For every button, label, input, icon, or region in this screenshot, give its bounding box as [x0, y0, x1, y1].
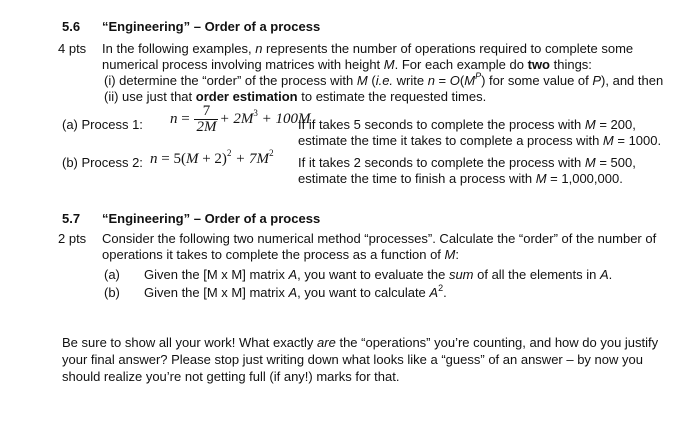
problem-5-7-b-label: (b) — [104, 285, 120, 300]
process-1-label: (a) Process 1: — [62, 117, 143, 132]
problem-5-7-number: 5.7 — [62, 211, 81, 226]
problem-5-6-intro-line1: In the following examples, n represents the number of operations required to complete some — [102, 41, 634, 56]
problem-5-7-line1: Consider the following two numerical method “processes”. Calculate the “order” of the number of — [102, 231, 657, 246]
problem-5-6-points: 4 pts — [58, 41, 87, 56]
problem-5-7-title: “Engineering” – Order of a process — [102, 211, 321, 226]
problem-5-7-points: 2 pts — [58, 231, 87, 246]
process-2-description-line2: estimate the time to finish a process with M = 1,000,000. — [298, 171, 623, 186]
problem-5-7-b-text: Given the [M x M] matrix A, you want to calculate $A^2$. — [144, 282, 447, 300]
process-2-description-line1: If it takes 2 seconds to complete the process with M = 500, — [298, 155, 636, 170]
problem-5-6-intro-line2: numerical process involving matrices with height M. For each example do two things: — [102, 57, 592, 72]
problem-5-7-a-label: (a) — [104, 267, 120, 282]
problem-5-6-item-i: (i) determine the “order” of the process with M (i.e. write $n = O(M^P)$ for some value of P), and then — [104, 70, 664, 88]
footer-line2: your final answer? Please stop just writing down what looks like a “guess” of an answer – by now you — [62, 352, 643, 367]
footer-line3: should realize you’re not getting full (if any!) marks for that. — [62, 369, 400, 384]
problem-5-6-number: 5.6 — [62, 19, 81, 34]
process-1-equation: n = $\frac{7}{2M}$ + $2M^3 + 100M$ — [170, 103, 311, 135]
process-2-equation: $n = 5(M + 2)^2 + 7M^2$ — [150, 148, 274, 167]
problem-5-7-line2: operations it takes to complete the process as a function of M: — [102, 247, 459, 262]
footer-line1: Be sure to show all your work! What exactly are the “operations” you’re counting, and how do you justify — [62, 335, 659, 350]
problem-5-7-a-text: Given the [M x M] matrix A, you want to evaluate the sum of all the elements in A. — [144, 267, 613, 282]
process-1-description-line2: estimate the time it takes to complete a process with M = 1000. — [298, 133, 662, 148]
problem-5-6-item-ii: (ii) use just that order estimation to estimate the requested times. — [104, 89, 487, 104]
process-1-description-line1: If if takes 5 seconds to complete the process with M = 200, — [298, 117, 636, 132]
process-2-label: (b) Process 2: — [62, 155, 143, 170]
problem-5-6-title: “Engineering” – Order of a process — [102, 19, 321, 34]
